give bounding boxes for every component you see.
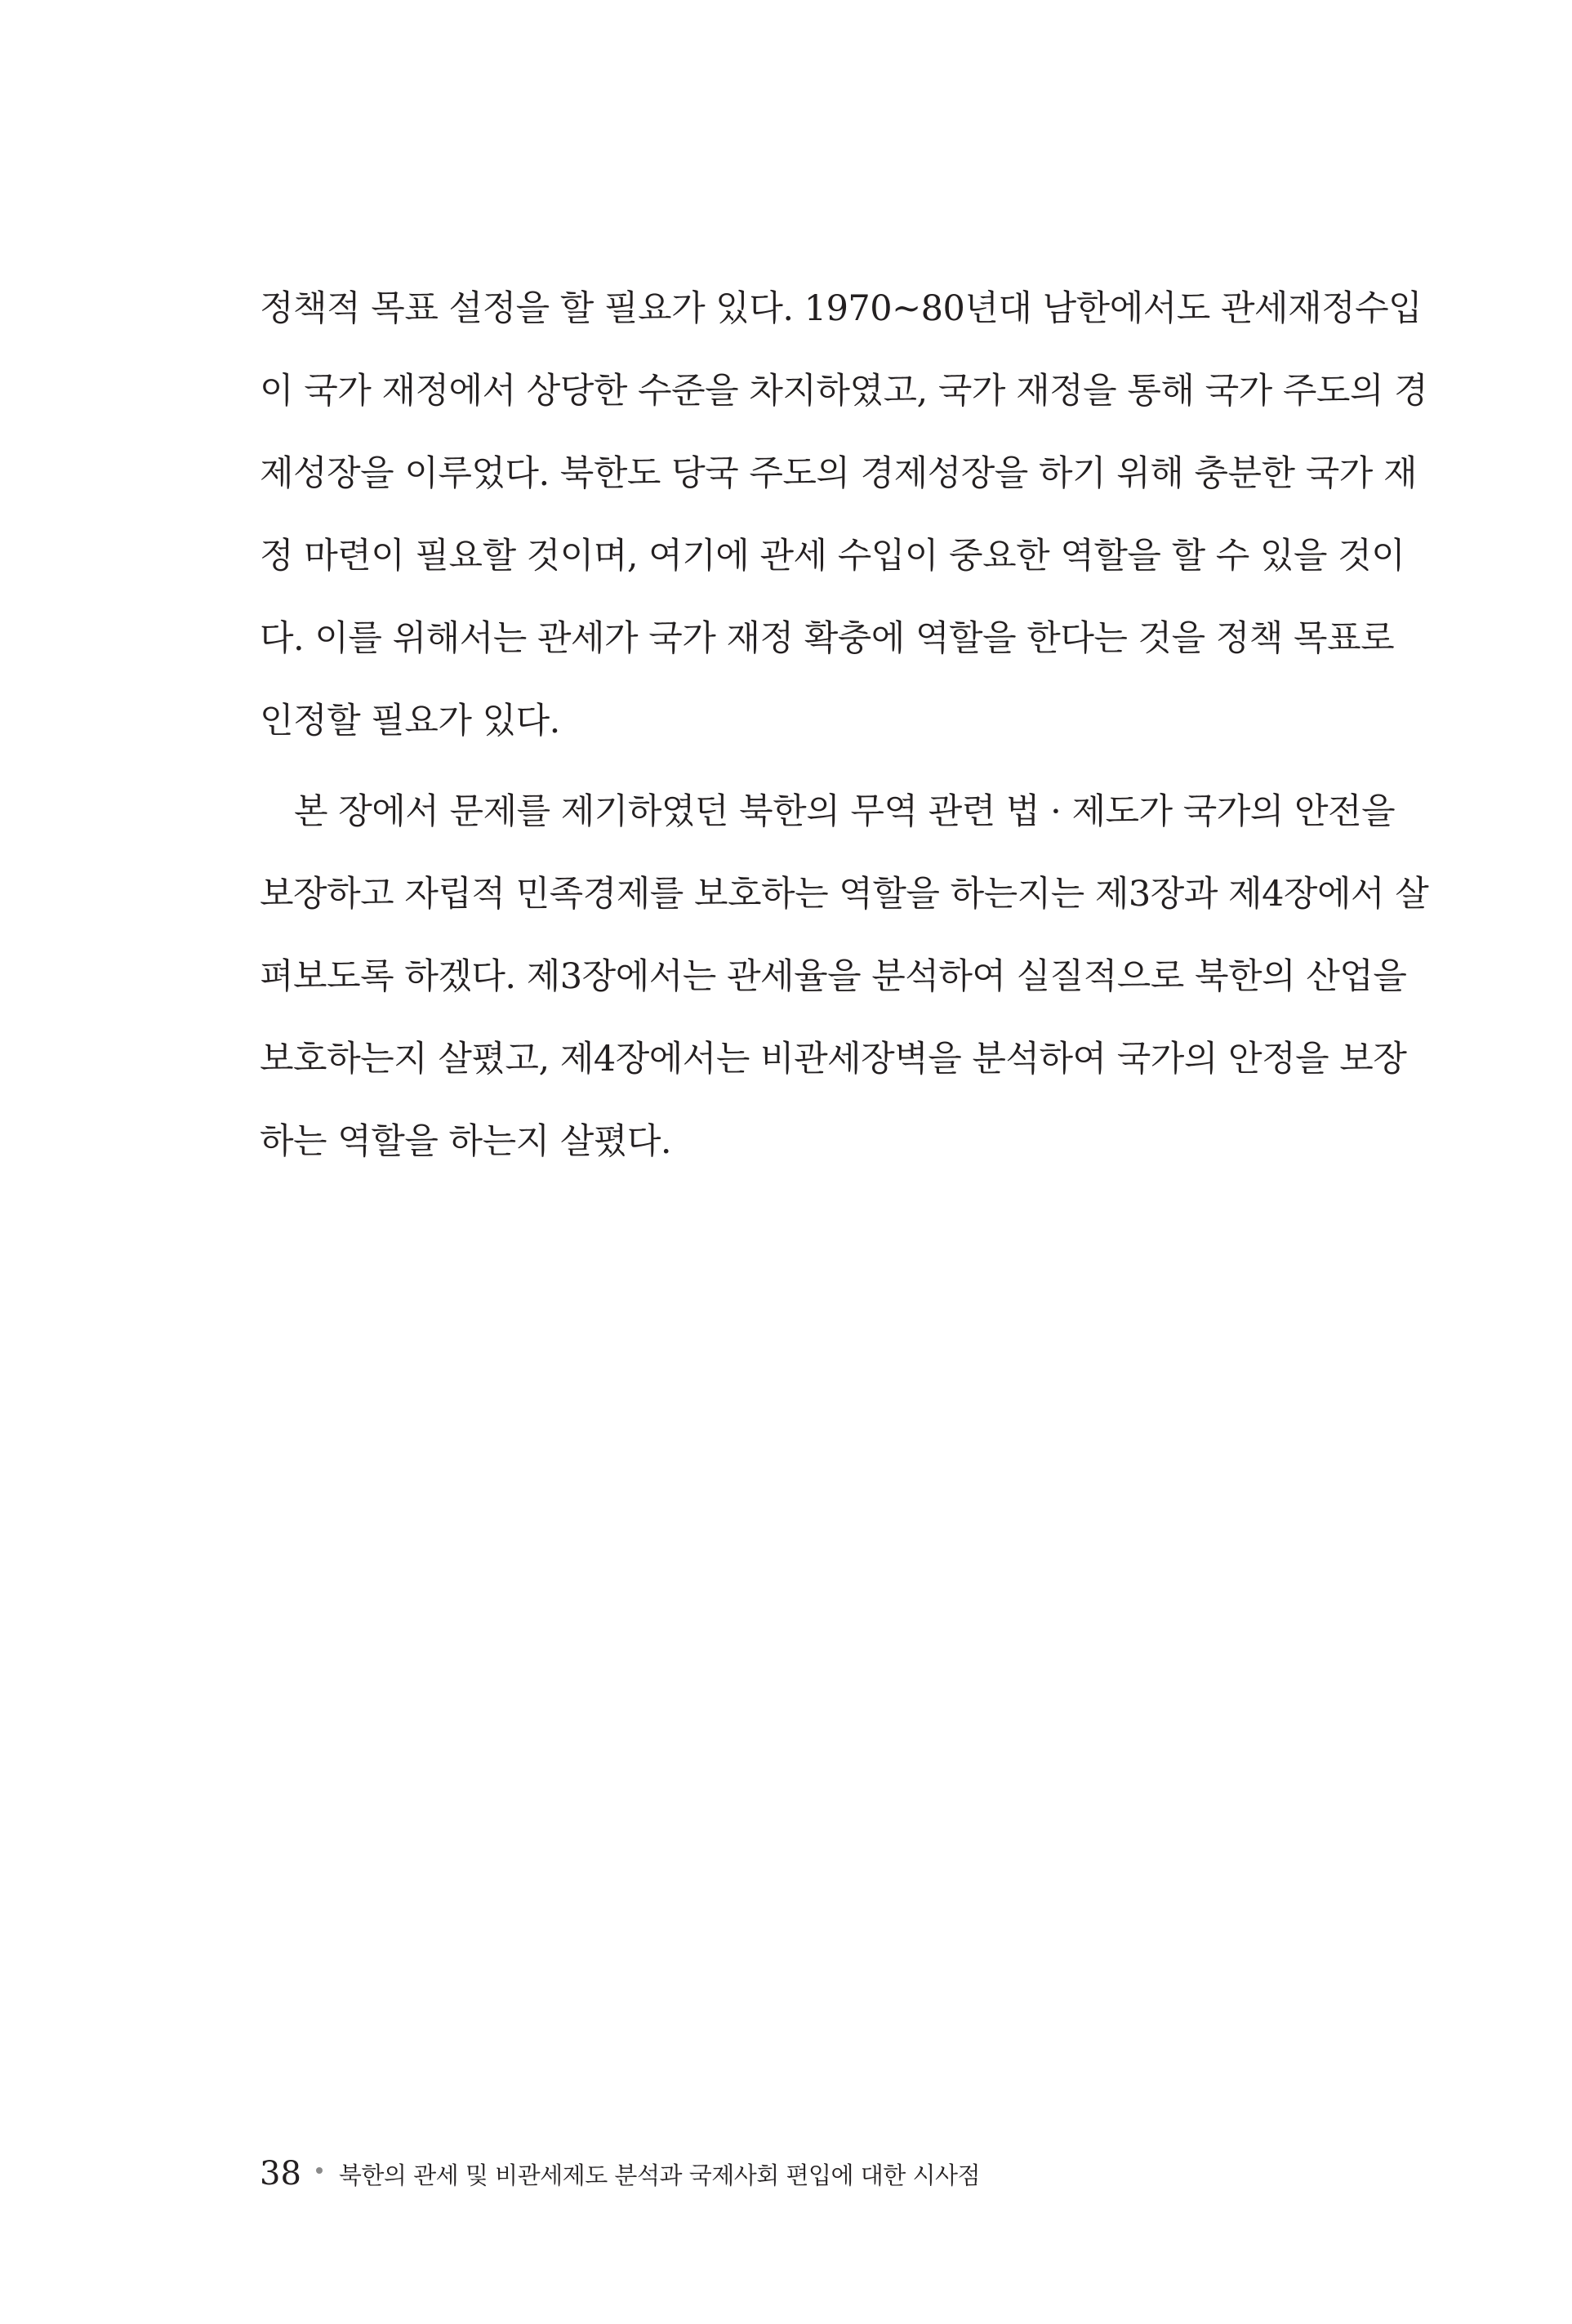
paragraph-line: 정책적 목표 설정을 할 필요가 있다. 1970~80년대 남한에서도 관세재정수입 (260, 288, 1423, 329)
paragraph-line: 정 마련이 필요할 것이며, 여기에 관세 수입이 중요한 역할을 할 수 있을 것이 (260, 536, 1405, 577)
paragraph-line: 펴보도록 하겠다. 제3장에서는 관세율을 분석하여 실질적으로 북한의 산업을 (260, 956, 1407, 997)
bullet-dot-icon (316, 2167, 323, 2174)
paragraph-1 (260, 276, 1428, 771)
paragraph-line: 인정할 필요가 있다. (260, 701, 560, 741)
paragraph-line: 다. 이를 위해서는 관세가 국가 재정 확충에 역할을 한다는 것을 정책 목표로 (260, 618, 1395, 659)
paragraph-gap (260, 771, 1331, 779)
page-number: 38 (260, 2155, 301, 2193)
paragraph-line: 보호하는지 살폈고, 제4장에서는 비관세장벽을 분석하여 국가의 안정을 보장 (260, 1039, 1407, 1080)
paragraph-line: 제성장을 이루었다. 북한도 당국 주도의 경제성장을 하기 위해 충분한 국가 재 (260, 453, 1418, 494)
paragraph-line: 본 장에서 문제를 제기하였던 북한의 무역 관련 법 · 제도가 국가의 안전을 (294, 791, 1396, 832)
running-title: 북한의 관세 및 비관세제도 분석과 국제사회 편입에 대한 시사점 (338, 2161, 981, 2189)
paragraph-2 (260, 779, 1429, 1191)
body-text (260, 276, 1429, 1191)
paragraph-line: 하는 역할을 하는지 살폈다. (260, 1121, 672, 1162)
page-footer (260, 2149, 980, 2198)
paragraph-line: 이 국가 재정에서 상당한 수준을 차지하였고, 국가 재정을 통해 국가 주도의 경 (260, 371, 1428, 412)
paragraph-line: 보장하고 자립적 민족경제를 보호하는 역할을 하는지는 제3장과 제4장에서 살 (260, 874, 1429, 915)
